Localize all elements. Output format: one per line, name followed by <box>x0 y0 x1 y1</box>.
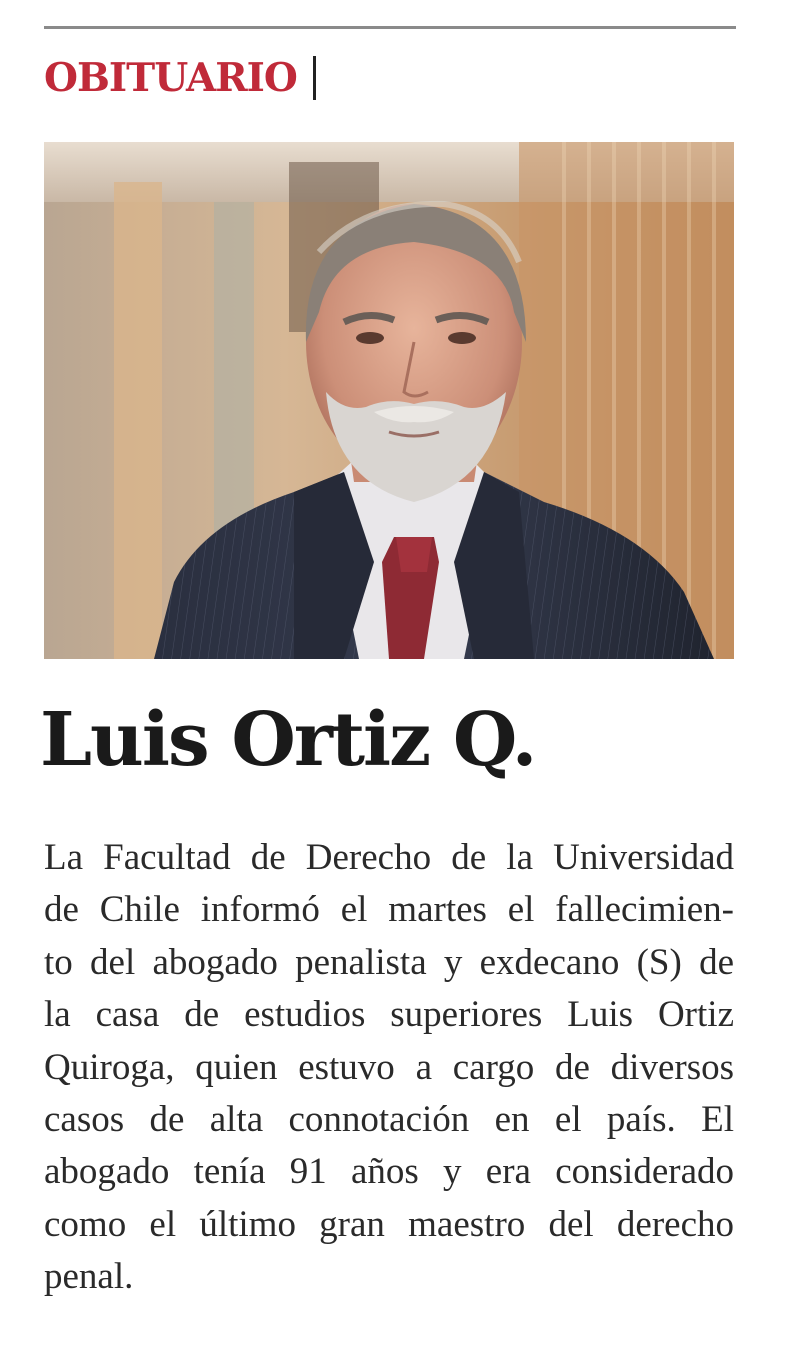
body-line: abogado tenía 91 años y era considerado <box>44 1151 734 1193</box>
headline: Luis Ortiz Q. <box>40 697 536 783</box>
article-body <box>44 832 734 1304</box>
top-rule <box>44 26 736 29</box>
body-line: la casa de estudios superiores Luis Ortiz <box>44 994 734 1036</box>
body-line: de Chile informó el martes el fallecimien- <box>44 889 734 931</box>
section-divider-bar <box>313 56 316 100</box>
body-line: to del abogado penalista y exdecano (S) de <box>44 941 734 983</box>
body-line: Quiroga, quien estuvo a cargo de diversos <box>44 1046 734 1088</box>
section-header <box>44 52 316 104</box>
body-line: casos de alta connotación en el país. El <box>44 1098 734 1140</box>
section-label: OBITUARIO <box>44 54 297 101</box>
body-line: La Facultad de Derecho de la Universidad <box>44 837 734 878</box>
body-line: como el último gran maestro del derecho <box>44 1203 734 1245</box>
portrait-photo <box>44 142 734 659</box>
body-line: penal. <box>44 1256 134 1298</box>
